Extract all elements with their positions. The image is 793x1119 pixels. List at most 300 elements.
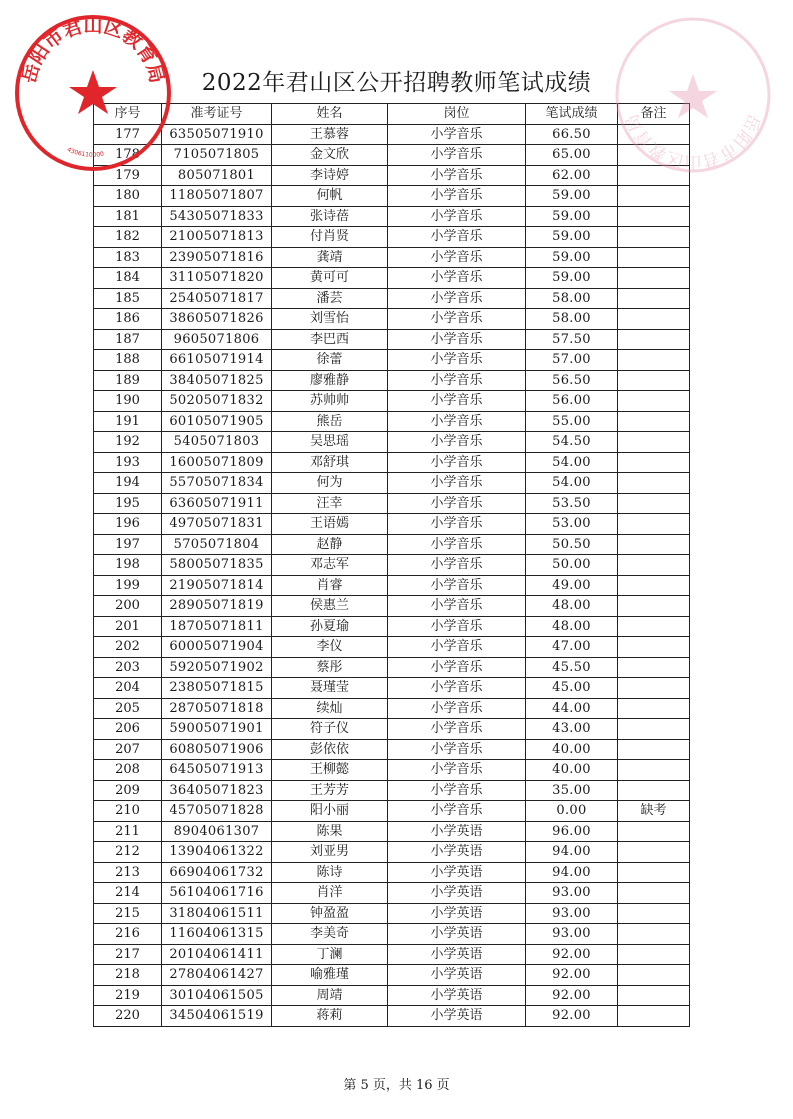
- cell-score: 92.00: [526, 944, 618, 965]
- faint-seal: [608, 10, 778, 180]
- cell-score: 94.00: [526, 842, 618, 863]
- cell-remark: [618, 555, 690, 576]
- cell-position: 小学英语: [388, 924, 526, 945]
- cell-position: 小学音乐: [388, 555, 526, 576]
- cell-exam-id: 45705071828: [162, 801, 272, 822]
- cell-name: 阳小丽: [272, 801, 388, 822]
- cell-exam-id: 11805071807: [162, 186, 272, 207]
- cell-exam-id: 13904061322: [162, 842, 272, 863]
- table-row: [94, 821, 690, 842]
- cell-serial: 191: [94, 411, 162, 432]
- cell-name: 续灿: [272, 698, 388, 719]
- table-row: [94, 391, 690, 412]
- cell-position: 小学音乐: [388, 329, 526, 350]
- cell-exam-id: 23805071815: [162, 678, 272, 699]
- table-row: [94, 555, 690, 576]
- cell-remark: [618, 473, 690, 494]
- cell-exam-id: 9605071806: [162, 329, 272, 350]
- table-row: [94, 616, 690, 637]
- table-row: [94, 227, 690, 248]
- cell-exam-id: 60805071906: [162, 739, 272, 760]
- table-row: [94, 452, 690, 473]
- cell-name: 张诗蓓: [272, 206, 388, 227]
- table-row: [94, 165, 690, 186]
- cell-position: 小学英语: [388, 842, 526, 863]
- cell-remark: [618, 739, 690, 760]
- cell-exam-id: 58005071835: [162, 555, 272, 576]
- cell-name: 聂瑾莹: [272, 678, 388, 699]
- table-row: [94, 350, 690, 371]
- cell-score: 35.00: [526, 780, 618, 801]
- cell-serial: 177: [94, 124, 162, 145]
- cell-remark: [618, 493, 690, 514]
- cell-serial: 216: [94, 924, 162, 945]
- cell-position: 小学音乐: [388, 124, 526, 145]
- cell-serial: 181: [94, 206, 162, 227]
- table-row: [94, 411, 690, 432]
- cell-serial: 203: [94, 657, 162, 678]
- table-row: [94, 780, 690, 801]
- cell-score: 93.00: [526, 883, 618, 904]
- svg-text:4306110000: [66, 146, 105, 159]
- cell-remark: [618, 309, 690, 330]
- cell-position: 小学音乐: [388, 514, 526, 535]
- table-row: [94, 842, 690, 863]
- table-row: [94, 473, 690, 494]
- cell-score: 47.00: [526, 637, 618, 658]
- header-score: 笔试成绩: [526, 104, 618, 125]
- cell-exam-id: 59205071902: [162, 657, 272, 678]
- cell-remark: [618, 596, 690, 617]
- cell-score: 48.00: [526, 616, 618, 637]
- faint-seal-text: 岳阳市君山区教育局: [622, 110, 764, 172]
- cell-score: 59.00: [526, 227, 618, 248]
- cell-name: 何为: [272, 473, 388, 494]
- table-row: [94, 678, 690, 699]
- cell-remark: [618, 452, 690, 473]
- cell-exam-id: 64505071913: [162, 760, 272, 781]
- cell-name: 何帆: [272, 186, 388, 207]
- table-row: [94, 965, 690, 986]
- table-row: [94, 329, 690, 350]
- cell-position: 小学英语: [388, 903, 526, 924]
- cell-serial: 194: [94, 473, 162, 494]
- cell-remark: [618, 370, 690, 391]
- cell-exam-id: 5705071804: [162, 534, 272, 555]
- cell-name: 汪幸: [272, 493, 388, 514]
- cell-remark: [618, 288, 690, 309]
- cell-exam-id: 8904061307: [162, 821, 272, 842]
- header-exam-id: 准考证号: [162, 104, 272, 125]
- cell-remark: [618, 1006, 690, 1027]
- cell-position: 小学英语: [388, 1006, 526, 1027]
- cell-serial: 200: [94, 596, 162, 617]
- score-table: [93, 103, 690, 1027]
- cell-serial: 192: [94, 432, 162, 453]
- cell-name: 陈诗: [272, 862, 388, 883]
- cell-position: 小学音乐: [388, 145, 526, 166]
- cell-name: 钟盈盈: [272, 903, 388, 924]
- cell-position: 小学音乐: [388, 760, 526, 781]
- cell-position: 小学音乐: [388, 165, 526, 186]
- cell-name: 李仪: [272, 637, 388, 658]
- table-row: [94, 124, 690, 145]
- cell-serial: 188: [94, 350, 162, 371]
- cell-position: 小学音乐: [388, 288, 526, 309]
- cell-exam-id: 49705071831: [162, 514, 272, 535]
- cell-position: 小学音乐: [388, 637, 526, 658]
- cell-remark: [618, 247, 690, 268]
- header-position: 岗位: [388, 104, 526, 125]
- cell-position: 小学音乐: [388, 268, 526, 289]
- cell-name: 徐蕾: [272, 350, 388, 371]
- svg-text:岳阳市君山区教育局: [622, 111, 763, 171]
- cell-name: 邓舒琪: [272, 452, 388, 473]
- cell-exam-id: 28705071818: [162, 698, 272, 719]
- cell-score: 55.00: [526, 411, 618, 432]
- cell-serial: 189: [94, 370, 162, 391]
- cell-remark: [618, 883, 690, 904]
- cell-name: 陈果: [272, 821, 388, 842]
- cell-position: 小学音乐: [388, 186, 526, 207]
- cell-exam-id: 5405071803: [162, 432, 272, 453]
- cell-serial: 195: [94, 493, 162, 514]
- cell-serial: 220: [94, 1006, 162, 1027]
- cell-remark: [618, 350, 690, 371]
- cell-exam-id: 60005071904: [162, 637, 272, 658]
- cell-score: 59.00: [526, 186, 618, 207]
- cell-name: 龚靖: [272, 247, 388, 268]
- star-icon: [69, 70, 117, 114]
- header-name: 姓名: [272, 104, 388, 125]
- cell-name: 周靖: [272, 985, 388, 1006]
- cell-score: 94.00: [526, 862, 618, 883]
- cell-name: 肖洋: [272, 883, 388, 904]
- cell-score: 92.00: [526, 965, 618, 986]
- cell-name: 金文欣: [272, 145, 388, 166]
- cell-score: 92.00: [526, 985, 618, 1006]
- cell-serial: 211: [94, 821, 162, 842]
- cell-exam-id: 27804061427: [162, 965, 272, 986]
- cell-serial: 218: [94, 965, 162, 986]
- cell-score: 59.00: [526, 247, 618, 268]
- table-row: [94, 596, 690, 617]
- page-title: 2022年君山区公开招聘教师笔试成绩: [201, 70, 592, 96]
- cell-position: 小学音乐: [388, 309, 526, 330]
- cell-exam-id: 38605071826: [162, 309, 272, 330]
- cell-exam-id: 31804061511: [162, 903, 272, 924]
- cell-remark: [618, 760, 690, 781]
- cell-score: 93.00: [526, 924, 618, 945]
- cell-remark: [618, 391, 690, 412]
- table-row: [94, 739, 690, 760]
- cell-serial: 197: [94, 534, 162, 555]
- cell-score: 45.00: [526, 678, 618, 699]
- cell-serial: 202: [94, 637, 162, 658]
- cell-serial: 209: [94, 780, 162, 801]
- header-serial: 序号: [94, 104, 162, 125]
- cell-name: 李美奇: [272, 924, 388, 945]
- cell-score: 54.00: [526, 473, 618, 494]
- cell-exam-id: 60105071905: [162, 411, 272, 432]
- table-row: [94, 637, 690, 658]
- table-row: [94, 719, 690, 740]
- cell-exam-id: 56104061716: [162, 883, 272, 904]
- seal-text: 岳阳市君山区教育局: [18, 14, 168, 86]
- cell-position: 小学音乐: [388, 411, 526, 432]
- table-row: [94, 268, 690, 289]
- cell-score: 62.00: [526, 165, 618, 186]
- cell-score: 59.00: [526, 268, 618, 289]
- cell-score: 56.00: [526, 391, 618, 412]
- cell-score: 40.00: [526, 760, 618, 781]
- cell-exam-id: 25405071817: [162, 288, 272, 309]
- table-row: [94, 432, 690, 453]
- cell-remark: [618, 227, 690, 248]
- cell-serial: 179: [94, 165, 162, 186]
- table-row: [94, 760, 690, 781]
- cell-name: 付肖贤: [272, 227, 388, 248]
- cell-exam-id: 28905071819: [162, 596, 272, 617]
- cell-exam-id: 31105071820: [162, 268, 272, 289]
- cell-serial: 190: [94, 391, 162, 412]
- cell-position: 小学音乐: [388, 493, 526, 514]
- cell-position: 小学音乐: [388, 596, 526, 617]
- cell-exam-id: 54305071833: [162, 206, 272, 227]
- table-header-row: [94, 104, 690, 125]
- cell-exam-id: 805071801: [162, 165, 272, 186]
- cell-serial: 210: [94, 801, 162, 822]
- cell-exam-id: 30104061505: [162, 985, 272, 1006]
- cell-remark: [618, 657, 690, 678]
- table-row: [94, 985, 690, 1006]
- cell-score: 58.00: [526, 309, 618, 330]
- cell-name: 喻雅瑾: [272, 965, 388, 986]
- cell-serial: 208: [94, 760, 162, 781]
- table-row: [94, 903, 690, 924]
- cell-position: 小学音乐: [388, 391, 526, 412]
- cell-remark: [618, 780, 690, 801]
- cell-serial: 215: [94, 903, 162, 924]
- cell-remark: [618, 944, 690, 965]
- cell-name: 丁澜: [272, 944, 388, 965]
- cell-position: 小学音乐: [388, 616, 526, 637]
- cell-name: 邓志军: [272, 555, 388, 576]
- cell-remark: [618, 575, 690, 596]
- table-row: [94, 514, 690, 535]
- cell-position: 小学音乐: [388, 473, 526, 494]
- cell-serial: 183: [94, 247, 162, 268]
- cell-position: 小学音乐: [388, 534, 526, 555]
- table-row: [94, 145, 690, 166]
- cell-score: 57.00: [526, 350, 618, 371]
- table-row: [94, 1006, 690, 1027]
- cell-name: 王语嫣: [272, 514, 388, 535]
- cell-name: 李巴西: [272, 329, 388, 350]
- cell-exam-id: 23905071816: [162, 247, 272, 268]
- cell-remark: [618, 329, 690, 350]
- cell-score: 54.00: [526, 452, 618, 473]
- cell-score: 92.00: [526, 1006, 618, 1027]
- cell-remark: [618, 698, 690, 719]
- page-footer: 第 5 页，共 16 页: [343, 1078, 450, 1093]
- cell-serial: 213: [94, 862, 162, 883]
- table-row: [94, 944, 690, 965]
- cell-position: 小学音乐: [388, 206, 526, 227]
- cell-remark: [618, 985, 690, 1006]
- cell-remark: [618, 432, 690, 453]
- cell-serial: 204: [94, 678, 162, 699]
- cell-remark: [618, 514, 690, 535]
- cell-position: 小学音乐: [388, 370, 526, 391]
- cell-serial: 212: [94, 842, 162, 863]
- cell-score: 57.50: [526, 329, 618, 350]
- cell-position: 小学音乐: [388, 739, 526, 760]
- cell-serial: 196: [94, 514, 162, 535]
- cell-serial: 178: [94, 145, 162, 166]
- cell-exam-id: 20104061411: [162, 944, 272, 965]
- cell-exam-id: 18705071811: [162, 616, 272, 637]
- cell-score: 53.50: [526, 493, 618, 514]
- table-row: [94, 493, 690, 514]
- cell-remark: [618, 678, 690, 699]
- cell-remark: [618, 616, 690, 637]
- cell-score: 48.00: [526, 596, 618, 617]
- cell-name: 吴思瑶: [272, 432, 388, 453]
- cell-name: 黄可可: [272, 268, 388, 289]
- cell-remark: [618, 534, 690, 555]
- cell-exam-id: 34504061519: [162, 1006, 272, 1027]
- cell-remark: [618, 924, 690, 945]
- cell-serial: 219: [94, 985, 162, 1006]
- cell-position: 小学英语: [388, 944, 526, 965]
- cell-serial: 207: [94, 739, 162, 760]
- cell-name: 刘雪怡: [272, 309, 388, 330]
- cell-serial: 214: [94, 883, 162, 904]
- cell-name: 蒋莉: [272, 1006, 388, 1027]
- cell-remark: 缺考: [618, 801, 690, 822]
- cell-position: 小学音乐: [388, 678, 526, 699]
- cell-score: 59.00: [526, 206, 618, 227]
- cell-name: 苏帅帅: [272, 391, 388, 412]
- cell-position: 小学音乐: [388, 350, 526, 371]
- cell-score: 54.50: [526, 432, 618, 453]
- cell-remark: [618, 186, 690, 207]
- cell-remark: [618, 903, 690, 924]
- cell-position: 小学音乐: [388, 227, 526, 248]
- cell-remark: [618, 821, 690, 842]
- table-row: [94, 206, 690, 227]
- cell-position: 小学音乐: [388, 780, 526, 801]
- table-row: [94, 657, 690, 678]
- cell-position: 小学音乐: [388, 432, 526, 453]
- table-row: [94, 698, 690, 719]
- table-row: [94, 370, 690, 391]
- cell-exam-id: 16005071809: [162, 452, 272, 473]
- cell-name: 王芳芳: [272, 780, 388, 801]
- cell-score: 65.00: [526, 145, 618, 166]
- table-row: [94, 309, 690, 330]
- cell-serial: 205: [94, 698, 162, 719]
- cell-position: 小学音乐: [388, 452, 526, 473]
- cell-name: 李诗婷: [272, 165, 388, 186]
- cell-serial: 186: [94, 309, 162, 330]
- table-row: [94, 883, 690, 904]
- cell-exam-id: 7105071805: [162, 145, 272, 166]
- cell-serial: 199: [94, 575, 162, 596]
- cell-position: 小学英语: [388, 862, 526, 883]
- cell-serial: 182: [94, 227, 162, 248]
- cell-score: 50.50: [526, 534, 618, 555]
- cell-position: 小学英语: [388, 985, 526, 1006]
- cell-name: 熊岳: [272, 411, 388, 432]
- cell-name: 符子仪: [272, 719, 388, 740]
- cell-name: 肖睿: [272, 575, 388, 596]
- cell-name: 侯惠兰: [272, 596, 388, 617]
- header-remark: 备注: [618, 104, 690, 125]
- cell-name: 彭依依: [272, 739, 388, 760]
- cell-exam-id: 63605071911: [162, 493, 272, 514]
- cell-position: 小学英语: [388, 821, 526, 842]
- cell-exam-id: 21005071813: [162, 227, 272, 248]
- cell-score: 53.00: [526, 514, 618, 535]
- cell-serial: 198: [94, 555, 162, 576]
- table-row: [94, 801, 690, 822]
- cell-score: 96.00: [526, 821, 618, 842]
- cell-position: 小学音乐: [388, 698, 526, 719]
- cell-name: 廖雅静: [272, 370, 388, 391]
- cell-position: 小学音乐: [388, 657, 526, 678]
- cell-position: 小学英语: [388, 965, 526, 986]
- cell-name: 蔡彤: [272, 657, 388, 678]
- cell-name: 王慕蓉: [272, 124, 388, 145]
- cell-position: 小学音乐: [388, 575, 526, 596]
- seal-code: 4306110000: [65, 146, 105, 159]
- cell-exam-id: 59005071901: [162, 719, 272, 740]
- star-icon: [669, 74, 717, 118]
- cell-remark: [618, 719, 690, 740]
- table-row: [94, 924, 690, 945]
- cell-remark: [618, 206, 690, 227]
- cell-score: 50.00: [526, 555, 618, 576]
- cell-remark: [618, 965, 690, 986]
- cell-name: 潘芸: [272, 288, 388, 309]
- cell-exam-id: 36405071823: [162, 780, 272, 801]
- cell-exam-id: 63505071910: [162, 124, 272, 145]
- cell-score: 40.00: [526, 739, 618, 760]
- cell-exam-id: 66904061732: [162, 862, 272, 883]
- cell-remark: [618, 862, 690, 883]
- cell-serial: 187: [94, 329, 162, 350]
- cell-exam-id: 38405071825: [162, 370, 272, 391]
- cell-serial: 180: [94, 186, 162, 207]
- table-body: [94, 124, 690, 1026]
- cell-score: 93.00: [526, 903, 618, 924]
- cell-exam-id: 55705071834: [162, 473, 272, 494]
- cell-score: 49.00: [526, 575, 618, 596]
- cell-name: 刘亚男: [272, 842, 388, 863]
- table-row: [94, 575, 690, 596]
- cell-serial: 217: [94, 944, 162, 965]
- cell-exam-id: 21905071814: [162, 575, 272, 596]
- cell-serial: 185: [94, 288, 162, 309]
- cell-serial: 201: [94, 616, 162, 637]
- table-row: [94, 247, 690, 268]
- cell-serial: 184: [94, 268, 162, 289]
- cell-name: 王柳懿: [272, 760, 388, 781]
- cell-remark: [618, 268, 690, 289]
- cell-score: 56.50: [526, 370, 618, 391]
